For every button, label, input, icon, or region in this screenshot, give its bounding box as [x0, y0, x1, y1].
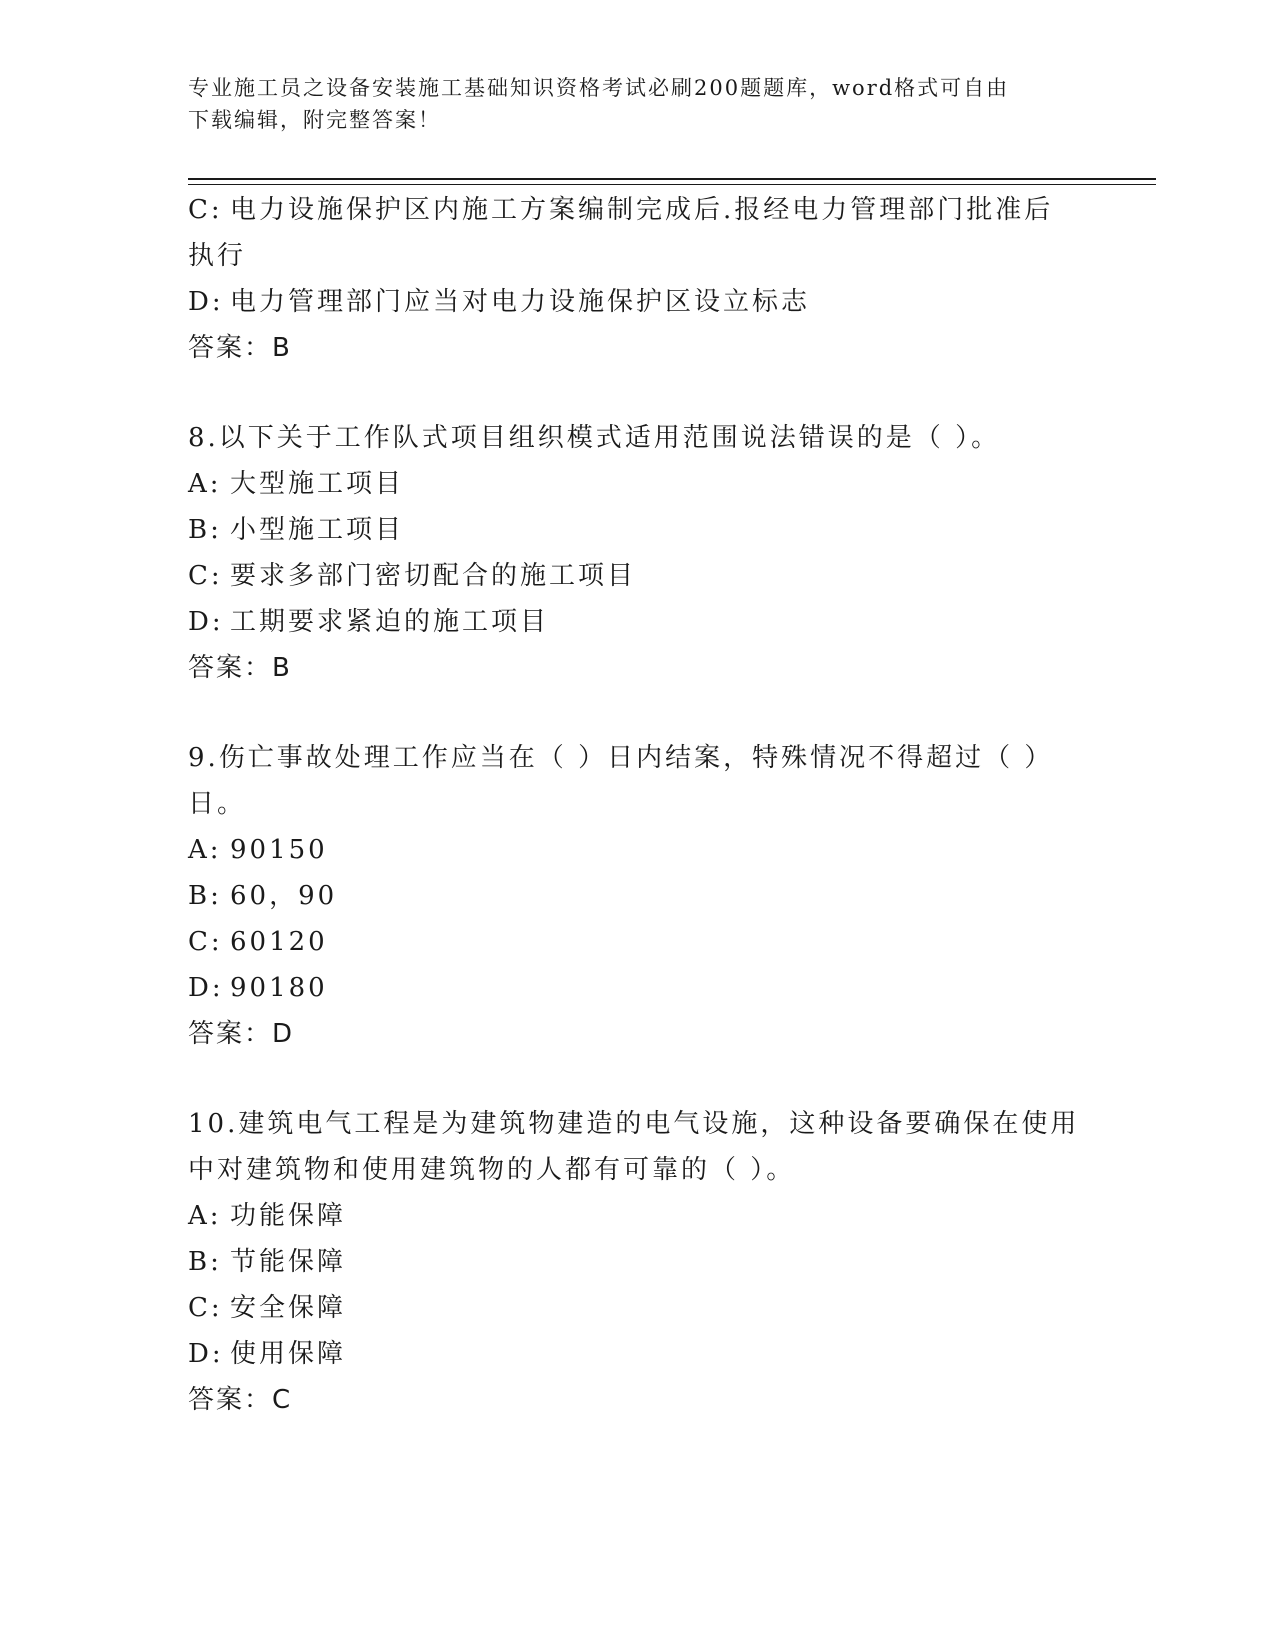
q8-option-a	[188, 461, 1088, 507]
question-content	[188, 187, 1088, 1423]
q9-option-a	[188, 827, 1088, 873]
option-label: C:	[188, 927, 223, 957]
option-text: 60，90	[230, 881, 338, 911]
q10-stem-cont: 中对建筑物和使用建筑物的人都有可靠的（ ）。	[188, 1155, 796, 1185]
option-label: D:	[188, 607, 224, 637]
option-text: 安全保障	[230, 1293, 347, 1323]
q9-stem-cont: 日。	[188, 789, 247, 819]
option-text: 使用保障	[230, 1339, 347, 1369]
spacer	[188, 691, 1088, 735]
option-text: 工期要求紧迫的施工项目	[230, 607, 550, 637]
header-line-1: 专业施工员之设备安装施工基础知识资格考试必刷200题题库，word格式可自由	[188, 76, 1010, 100]
q10-option-d	[188, 1331, 1088, 1377]
option-label: D:	[188, 287, 224, 317]
question-7	[188, 187, 1088, 371]
header-rule-thick	[188, 178, 1156, 180]
header-line-2: 下载编辑，附完整答案！	[188, 108, 441, 132]
option-text: 节能保障	[230, 1247, 347, 1277]
q8-stem: 8.以下关于工作队式项目组织模式适用范围说法错误的是（ ）。	[188, 423, 1001, 453]
q9-option-d	[188, 965, 1088, 1011]
option-label: C:	[188, 195, 223, 225]
q9-option-b	[188, 873, 1088, 919]
option-label: B:	[188, 881, 222, 911]
q10-answer: 答案：C	[188, 1385, 293, 1415]
option-text: 大型施工项目	[230, 469, 405, 499]
option-text: 小型施工项目	[230, 515, 405, 545]
question-9	[188, 735, 1088, 1057]
q9-answer: 答案：D	[188, 1019, 295, 1049]
option-label: A:	[188, 835, 222, 865]
spacer	[188, 1057, 1088, 1101]
q7-answer: 答案：B	[188, 333, 292, 363]
option-text: 功能保障	[230, 1201, 347, 1231]
option-label: B:	[188, 515, 222, 545]
option-text: 电力设施保护区内施工方案编制完成后.报经电力管理部门批准后	[230, 195, 1054, 225]
q7-option-d	[188, 279, 1088, 325]
option-text: 要求多部门密切配合的施工项目	[230, 561, 637, 591]
option-label: C:	[188, 561, 223, 591]
q7-option-c	[188, 187, 1088, 233]
option-label: D:	[188, 1339, 224, 1369]
q10-stem: 10.建筑电气工程是为建筑物建造的电气设施，这种设备要确保在使用	[188, 1109, 1080, 1139]
document-header	[188, 72, 1068, 136]
header-rule-thin	[188, 184, 1156, 185]
q8-answer: 答案：B	[188, 653, 292, 683]
option-text: 90180	[230, 973, 328, 1003]
q8-option-b	[188, 507, 1088, 553]
option-label: C:	[188, 1293, 223, 1323]
q7-option-c-cont: 执行	[188, 241, 247, 271]
q9-stem: 9.伤亡事故处理工作应当在（ ）日内结案，特殊情况不得超过（ ）	[188, 743, 1054, 773]
q8-option-d	[188, 599, 1088, 645]
option-label: B:	[188, 1247, 222, 1277]
option-text: 90150	[230, 835, 328, 865]
q10-option-c	[188, 1285, 1088, 1331]
option-text: 60120	[230, 927, 328, 957]
q8-option-c	[188, 553, 1088, 599]
question-10	[188, 1101, 1088, 1423]
option-label: D:	[188, 973, 224, 1003]
q10-option-b	[188, 1239, 1088, 1285]
question-8	[188, 415, 1088, 691]
spacer	[188, 371, 1088, 415]
option-text: 电力管理部门应当对电力设施保护区设立标志	[230, 287, 811, 317]
option-label: A:	[188, 1201, 222, 1231]
q9-option-c	[188, 919, 1088, 965]
q10-option-a	[188, 1193, 1088, 1239]
option-label: A:	[188, 469, 222, 499]
